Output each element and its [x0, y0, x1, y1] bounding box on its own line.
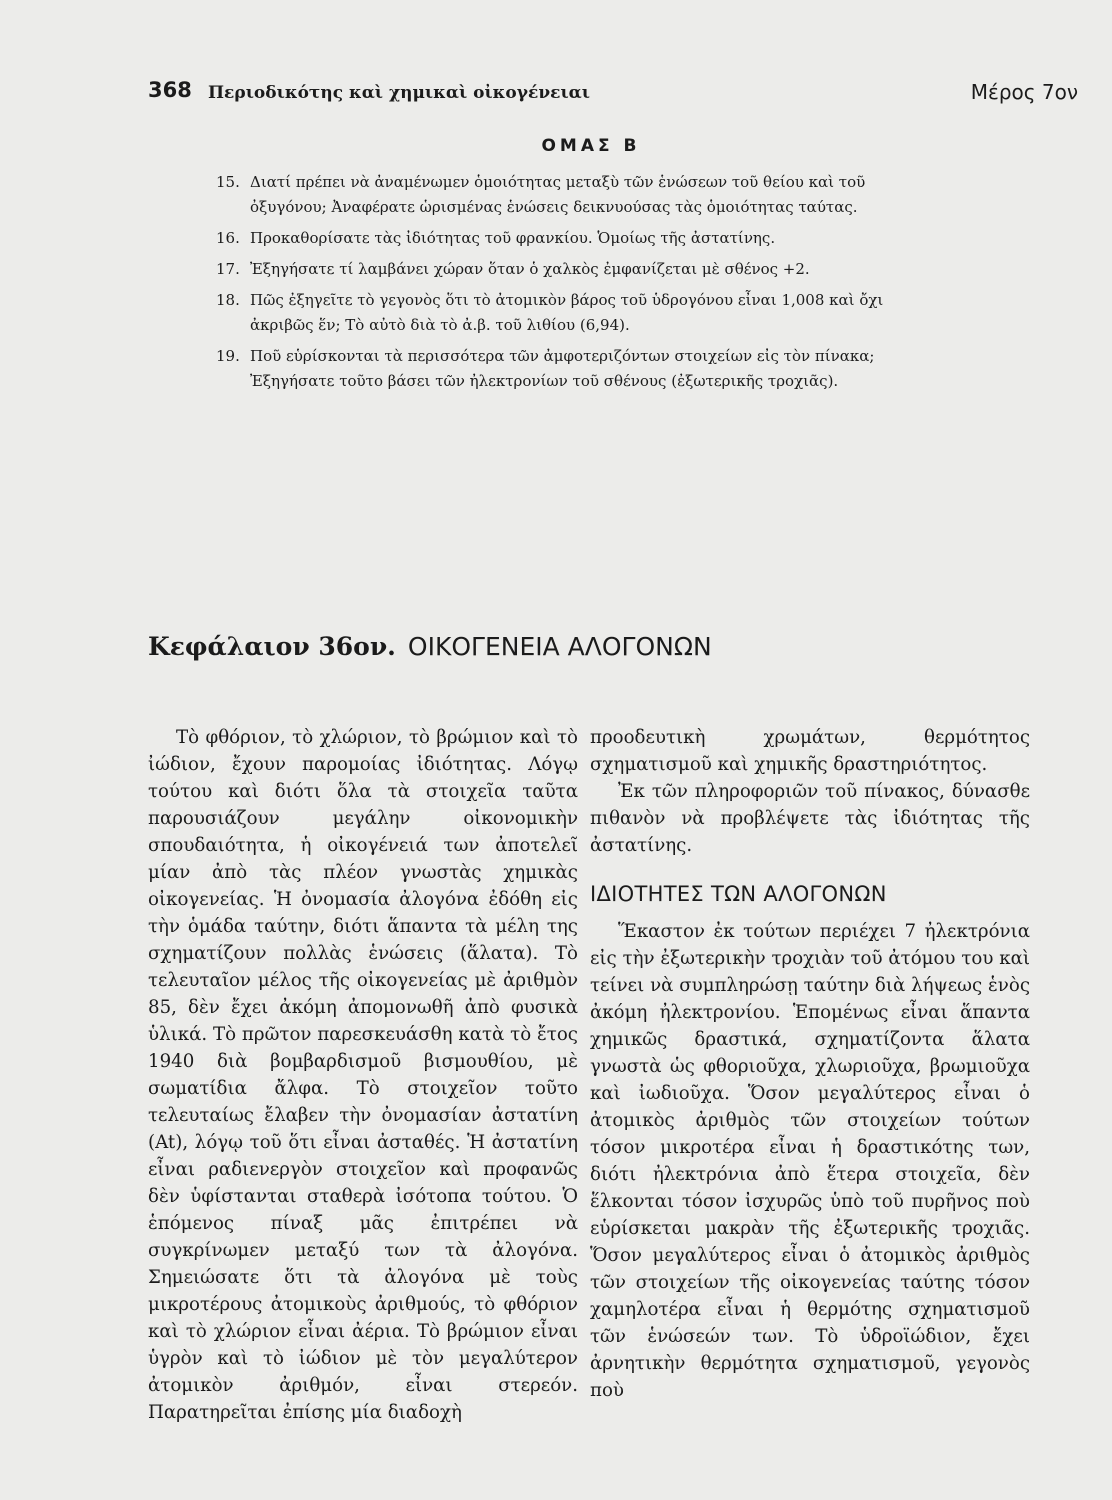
- group-heading: ΟΜΑΣ Β: [541, 136, 641, 156]
- running-title: Περιοδικότης καὶ χημικαὶ οἰκογένειαι: [208, 83, 590, 103]
- body-paragraph: Ἕκαστον ἐκ τούτων περιέχει 7 ἠλεκτρόνια εἰς τὴν ἐξωτερικὴν τροχιὰν τοῦ ἀτόμου του καὶ τείνει νὰ συμπληρώσῃ ταύτην διὰ λήψεως ἑνὸς ἀκόμη ἠλεκτρονίου. Ἑπομένως εἶναι ἅπαντα χημικῶς δραστικά, σχηματίζοντα ἅλατα γνωστὰ ὡς φθοριοῦχα, χλωριοῦχα, βρωμιοῦχα καὶ ἰωδιοῦχα. Ὅσον μεγαλύτερος εἶναι ὁ ἀτομικὸς ἀριθμὸς τῶν στοιχείων τούτων τόσον μικροτέρα εἶναι ἡ δραστικότης των, διότι ἠλεκτρόνια ἀπὸ ἕτερα στοιχεῖα, δὲν ἕλκονται τόσον ἰσχυρῶς ὑπὸ τοῦ πυρῆνος ποὺ εὑρίσκεται μακρὰν τῆς ἐξωτερικῆς τροχιᾶς. Ὅσον μεγαλύτερος εἶναι ὁ ἀτομικὸς ἀριθμὸς τῶν στοιχείων τῆς οἰκογενείας ταύτης τόσον χαμηλοτέρα εἶναι ἡ θερμότης σχηματισμοῦ τῶν ἑνώσεών των. Τὸ ὑδροϊώδιον, ἔχει ἀρνητικὴν θερμότητα σχηματισμοῦ, γεγονὸς ποὺ: [590, 921, 1030, 1401]
- chapter-heading: [148, 632, 848, 661]
- question-text: Διατί πρέπει νὰ ἀναμένωμεν ὁμοιότητας μεταξὺ τῶν ἑνώσεων τοῦ θείου καὶ τοῦ ὀξυγόνου; Ἀναφέρατε ὡρισμένας ἑνώσεις δεικνυούσας τὰς ὁμοιότητας ταύτας.: [250, 173, 866, 216]
- question-text: Προκαθορίσατε τὰς ἰδιότητας τοῦ φρανκίου. Ὁμοίως τῆς ἀστατίνης.: [250, 229, 776, 247]
- question-text: Ποῦ εὑρίσκονται τὰ περισσότερα τῶν ἀμφοτεριζόντων στοιχείων εἰς τὸν πίνακα; Ἐξηγήσατε τοῦτο βάσει τῶν ἠλεκτρονίων τοῦ σθένους (ἐξωτερικῆς τροχιᾶς).: [250, 347, 875, 390]
- chapter-label: Κεφάλαιον 36ον.: [148, 632, 396, 661]
- question-text: Ἐξηγήσατε τί λαμβάνει χώραν ὅταν ὁ χαλκὸς ἐμφανίζεται μὲ σθένος +2.: [250, 260, 810, 278]
- page-header: [148, 78, 1078, 118]
- question-number: 17.: [216, 260, 240, 278]
- body-paragraph: Ἐκ τῶν πληροφοριῶν τοῦ πίνακος, δύνασθε πιθανὸν νὰ προβλέψετε τὰς ἰδιότητας τῆς ἀστατίνης.: [590, 781, 1030, 856]
- question-text: Πῶς ἐξηγεῖτε τὸ γεγονὸς ὅτι τὸ ἀτομικὸν βάρος τοῦ ὑδρογόνου εἶναι 1,008 καὶ ὄχι ἀκριβῶς ἕν; Τὸ αὐτὸ διὰ τὸ ἀ.β. τοῦ λιθίου (6,94).: [250, 291, 884, 334]
- right-column: [590, 724, 1030, 1404]
- question-item: [216, 288, 938, 338]
- question-item: [216, 226, 938, 251]
- question-list: [216, 170, 938, 400]
- question-number: 15.: [216, 173, 240, 191]
- question-number: 19.: [216, 347, 240, 365]
- page-number: 368: [148, 78, 192, 102]
- section-heading: ΙΔΙΟΤΗΤΕΣ ΤΩΝ ΑΛΟΓΟΝΩΝ: [590, 882, 887, 906]
- question-item: [216, 170, 938, 220]
- question-number: 18.: [216, 291, 240, 309]
- part-label: Μέρος 7ον: [970, 80, 1078, 104]
- question-item: [216, 344, 938, 394]
- question-item: [216, 257, 938, 282]
- body-paragraph: προοδευτικὴ χρωμάτων, θερμότητος σχηματισμοῦ καὶ χημικῆς δραστηριότητος.: [590, 727, 1030, 775]
- body-paragraph: Τὸ φθόριον, τὸ χλώριον, τὸ βρώμιον καὶ τὸ ἰώδιον, ἔχουν παρομοίας ἰδιότητας. Λόγῳ τούτου καὶ διότι ὅλα τὰ στοιχεῖα ταῦτα παρουσιάζουν μεγάλην οἰκονομικὴν σπουδαιότητα, ἡ οἰκογένειά των ἀποτελεῖ μίαν ἀπὸ τὰς πλέον γνωστὰς χημικὰς οἰκογενείας. Ἡ ὀνομασία ἀλογόνα ἐδόθη εἰς τὴν ὁμάδα ταύτην, διότι ἅπαντα τὰ μέλη της σχηματίζουν πολλὰς ἑνώσεις (ἅλατα). Τὸ τελευταῖον μέλος τῆς οἰκογενείας μὲ ἀριθμὸν 85, δὲν ἔχει ἀκόμη ἀπομονωθῆ ἀπὸ φυσικὰ ὑλικά. Τὸ πρῶτον παρεσκευάσθη κατὰ τὸ ἔτος 1940 διὰ βομβαρδισμοῦ βισμουθίου, μὲ σωματίδια ἄλφα. Τὸ στοιχεῖον τοῦτο τελευταίως ἔλαβεν τὴν ὀνομασίαν ἀστατίνη (At), λόγῳ τοῦ ὅτι εἶναι ἀσταθές. Ἡ ἀστατίνη εἶναι ραδιενεργὸν στοιχεῖον καὶ προφανῶς δὲν ὑφίστανται σταθερὰ ἰσότοπα τούτου. Ὁ ἑπόμενος πίναξ μᾶς ἐπιτρέπει νὰ συγκρίνωμεν μεταξύ των τὰ ἀλογόνα. Σημειώσατε ὅτι τὰ ἀλογόνα μὲ τοὺς μικροτέρους ἀτομικοὺς ἀριθμούς, τὸ φθόριον καὶ τὸ χλώριον εἶναι ἀέρια. Τὸ βρώμιον εἶναι ὑγρὸν καὶ τὸ ἰώδιον μὲ τὸν μεγαλύτερον ἀτομικὸν ἀριθμόν, εἶναι στερεόν. Παρατηρεῖται ἐπίσης μία διαδοχὴ: [148, 727, 578, 1423]
- question-number: 16.: [216, 229, 240, 247]
- left-column: [148, 724, 578, 1426]
- chapter-title: ΟΙΚΟΓΕΝΕΙΑ ΑΛΟΓΟΝΩΝ: [407, 632, 712, 661]
